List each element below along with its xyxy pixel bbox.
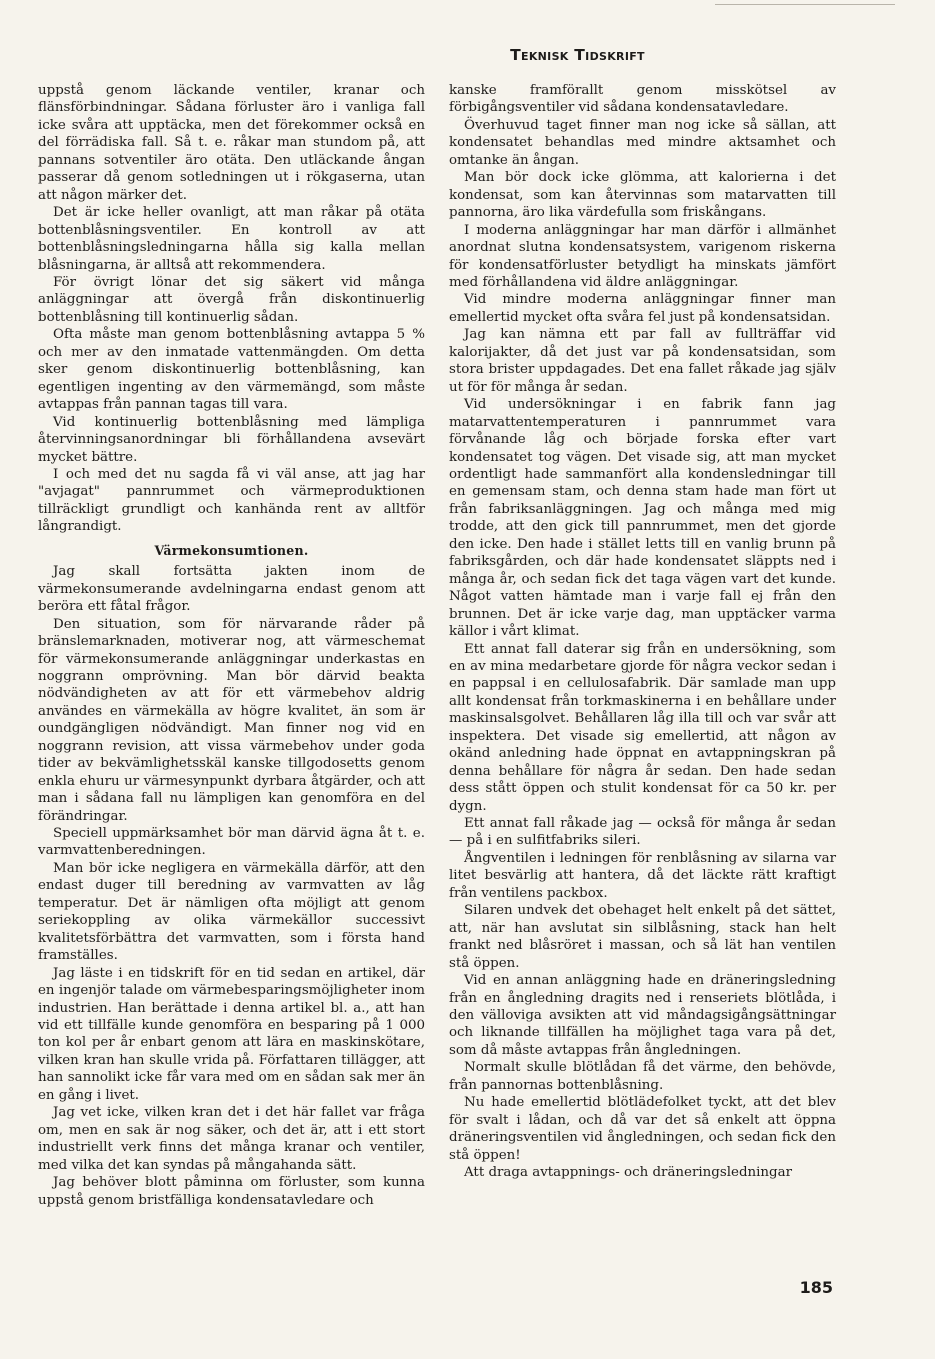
journal-title: Teknisk Tidskrift	[510, 46, 645, 64]
paragraph: Överhuvud taget finner man nog icke så sällan, att kondensatet behandlas med mindre aktsamhet och omtanke än ångan.	[449, 117, 836, 168]
paragraph: Vid en annan anläggning hade en dräneringsledning från en ångledning dragits ned i renseriets blötlåda, i den välloviga avsikten att vid måndagsigångsättningar och liknande tillfällen ha möjlighet taga vara på det, som då måste avtappas från ångledningen.	[449, 973, 836, 1058]
paragraph: Ofta måste man genom bottenblåsning avtappa 5 % och mer av den inmatade vattenmängden. Om detta sker genom diskontinuerlig bottenblåsning, kan egentligen ingenting av den värmemängd, som måste avtappas från pannan tagas till vara.	[38, 327, 425, 413]
paragraph: Att draga avtappnings- och dräneringsledningar	[464, 1165, 792, 1181]
left-column	[38, 82, 425, 1209]
paragraph: Jag behöver blott påminna om förluster, som kunna uppstå genom bristfälliga kondensatavledare och	[38, 1175, 425, 1208]
paragraph: kanske framförallt genom misskötsel av förbigångsventiler vid sådana kondensatavledare.	[449, 83, 836, 116]
paragraph: Den situation, som för närvarande råder på bränslemarknaden, motiverar nog, att värmeschemat för värmekonsumerande anläggningar underkastas en noggrann omprövning. Man bör därvid beakta nödvändigheten av att för ett värmebehov aldrig användes en värmekälla av högre kvalitet, än som är oundgängligen nödvändigt. Man finner nog vid en noggrann revision, att vissa värmebehov under goda tider av bekvämlighetsskäl kanske tillgodosetts genom enkla ehuru ur värmesynpunkt dyrbara åtgärder, och att man i sådana fall nu lämpligen kan genomföra en del förändringar.	[38, 616, 425, 824]
paragraph: Jag kan nämna ett par fall av fullträffar vid kalorijakter, då det just var på kondensatsidan, som stora brister uppdagades. Det ena fallet råkade jag själv ut för för många år sedan.	[449, 327, 836, 395]
paragraph: Jag läste i en tidskrift för en tid sedan en artikel, där en ingenjör talade om värmebesparingsmöjligheter inom industrien. Han berättade i denna artikel bl. a., att han vid ett tillfälle kunde genomföra en besparing på 1 000 ton kol per år enbart genom att lära en maskinskötare, vilken kran han skulle vrida på. Författaren tillägger, att han sannolikt icke får vara med om en sådan sak mer än en gång i livet.	[38, 965, 425, 1103]
paragraph: I och med det nu sagda få vi väl anse, att jag har "avjagat" pannrummet och värmeproduktionen tillräckligt grundligt och kanhända rent av alltför långrandigt.	[38, 466, 425, 535]
paragraph: Normalt skulle blötlådan få det värme, den behövde, från pannornas bottenblåsning.	[449, 1060, 836, 1093]
paragraph: Ett annat fall daterar sig från en undersökning, som en av mina medarbetare gjorde för några veckor sedan i en pappsal i en cellulosafabrik. Där samlade man upp allt kondensat från torkmaskinerna i en behållare under maskinsalsgolvet. Behållaren låg illa till och var svår att inspektera. Det visade sig emellertid, att någon av okänd anledning hade öppnat en avtappningskran på denna behållare för några år sedan. Den hade sedan dess stått öppen och stulit kondensat för ca 50 kr. per dygn.	[449, 641, 836, 814]
paragraph: uppstå genom läckande ventiler, kranar och flänsförbindningar. Sådana förluster äro i vanliga fall icke svåra att upptäcka, men det förekommer också en del förrädiska fall. Så t. e. råkar man stundom på, att pannans sotventiler äro otäta. Den utläckande ångan passerar då genom sotledningen ut i rökgaserna, utan att någon märker det.	[38, 83, 425, 203]
paragraph: Speciell uppmärksamhet bör man därvid ägna åt t. e. varmvattenberedningen.	[38, 826, 425, 859]
paragraph: Jag vet icke, vilken kran det i det här fallet var fråga om, men en sak är nog säker, och det är, att i ett stort industriellt verk finns det många kranar och ventiler, med vilka det kan syndas på mångahanda sätt.	[38, 1105, 425, 1173]
paragraph: Man bör dock icke glömma, att kalorierna i det kondensat, som kan återvinnas som matarvatten till pannorna, äro lika värdefulla som friskångans.	[449, 170, 836, 221]
right-column	[449, 82, 836, 1182]
paragraph: För övrigt lönar det sig säkert vid många anläggningar att övergå från diskontinuerlig bottenblåsning till kontinuerlig sådan.	[38, 274, 425, 325]
paragraph: Ångventilen i ledningen för renblåsning av silarna var litet besvärlig att hantera, då det läckte rätt kraftigt från ventilens packbox.	[449, 850, 836, 901]
top-rule	[715, 4, 895, 5]
paragraph: Vid undersökningar i en fabrik fann jag matarvattentemperaturen i pannrummet vara förvånande låg och började forska efter vart kondensatet tog vägen. Det visade sig, att man mycket ordentligt hade sammanfört alla kondensledningar till en gemensam stam, och denna stam hade man fört ut från fabriksanläggningen. Jag och många med mig trodde, att den gick till pannrummet, men det gjorde den icke. Den hade i stället letts till en vanlig brunn på fabriksgården, och där hade kondensatet släppts ned i många år, och sedan fick det taga vägen vart det kunde. Något vatten hämtade man i varje fall ej från den brunnen. Det är icke varje dag, man upptäcker varma källor i vårt klimat.	[449, 397, 836, 640]
section-heading: Värmekonsumtionen.	[154, 542, 309, 558]
paragraph: Vid kontinuerlig bottenblåsning med lämpliga återvinningsanordningar bli förhållandena avsevärt mycket bättre.	[38, 414, 425, 465]
paragraph: Silaren undvek det obehaget helt enkelt på det sättet, att, när han avslutat sin silblåsning, stack han helt frankt ned blåsröret i massan, och så lät han ventilen stå öppen.	[449, 903, 836, 971]
page-number: 185	[799, 1278, 833, 1297]
paragraph: Ett annat fall råkade jag — också för många år sedan — på i en sulfitfabriks sileri.	[449, 816, 836, 849]
paragraph: Nu hade emellertid blötlädefolket tyckt, att det blev för svalt i lådan, och då var det så enkelt att öppna dräneringsventilen vid ångledningen, och sedan fick den stå öppen!	[449, 1095, 836, 1163]
paragraph: Man bör icke negligera en värmekälla därför, att den endast duger till beredning av varmvatten av låg temperatur. Det är nämligen ofta möjligt att genom seriekoppling av olika värmekällor successivt kvalitetsförbättra det varmvatten, som i första hand framställes.	[38, 860, 425, 964]
paragraph: Vid mindre moderna anläggningar finner man emellertid mycket ofta svåra fel just på kondensatsidan.	[449, 292, 836, 325]
paragraph: I moderna anläggningar har man därför i allmänhet anordnat slutna kondensatsystem, varigenom riskerna för kondensatförluster betydligt ha minskats jämfört med förhållandena vid äldre anläggningar.	[449, 222, 836, 290]
paragraph: Det är icke heller ovanligt, att man råkar på otäta bottenblåsningsventiler. En kontroll av att bottenblåsningsledningarna hålla sig kalla mellan blåsningarna, är alltså att rekommendera.	[38, 205, 425, 273]
paragraph: Jag skall fortsätta jakten inom de värmekonsumerande avdelningarna endast genom att beröra ett fåtal frågor.	[38, 564, 425, 615]
